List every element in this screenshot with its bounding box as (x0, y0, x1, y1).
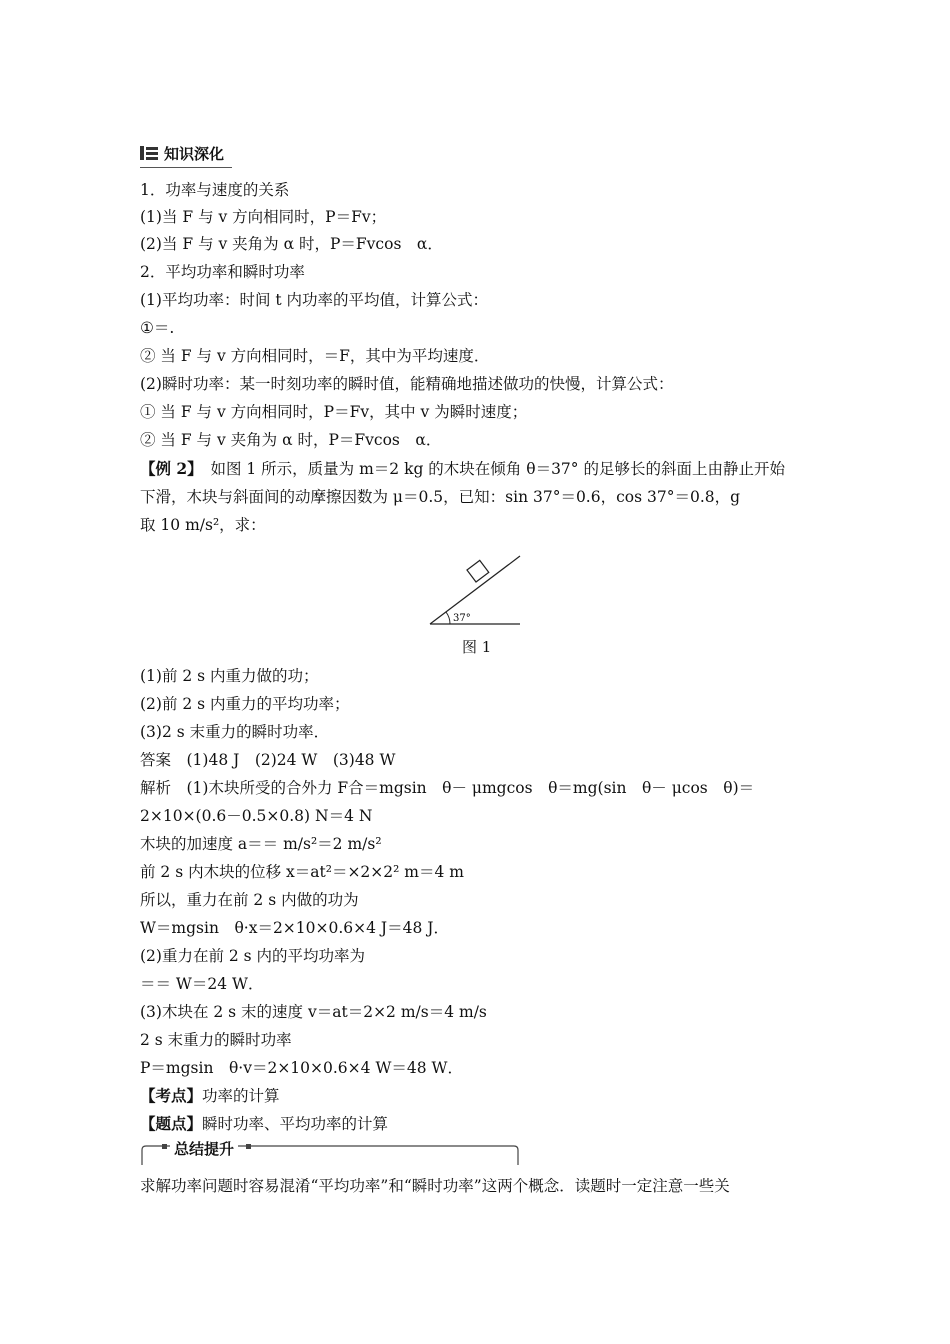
text-line: 1．功率与速度的关系 (140, 181, 290, 199)
summary-title: 总结提升 (170, 1138, 238, 1159)
example-line-1 (140, 459, 785, 479)
example-label: 【例 2】 (140, 459, 195, 478)
text-line: ② 当 F 与 v 方向相同时，＝F，其中为平均速度． (140, 347, 490, 365)
solution-line: ＝＝ W＝24 W． (140, 975, 264, 993)
block (467, 560, 489, 582)
text-line: ② 当 F 与 v 夹角为 α 时，P＝Fvcos α． (140, 431, 442, 449)
example-line-3: 取 10 m/s²，求： (140, 516, 266, 534)
angle-arc (446, 612, 450, 624)
question-line: (2)前 2 s 内重力的平均功率； (140, 695, 350, 713)
solution-line: 2×10×(0.6－0.5×0.8) N＝4 N (140, 807, 373, 825)
text-line: (1)平均功率：时间 t 内功率的平均值，计算公式： (140, 291, 489, 309)
question-line: (3)2 s 末重力的瞬时功率． (140, 723, 330, 741)
example-line-2: 下滑，木块与斜面间的动摩擦因数为 μ＝0.5，已知：sin 37°＝0.6，cos 37°＝0.8，g (140, 488, 741, 506)
text-line: 2．平均功率和瞬时功率 (140, 263, 305, 281)
text-line: (1)当 F 与 v 方向相同时，P＝Fv； (140, 208, 387, 226)
solution-line: (3)木块在 2 s 末的速度 v＝at＝2×2 m/s＝4 m/s (140, 1003, 487, 1021)
kaodian-line (140, 1086, 280, 1106)
question-line: (1)前 2 s 内重力做的功； (140, 667, 319, 685)
section-underline (140, 167, 232, 168)
text-line: ① 当 F 与 v 方向相同时，P＝Fv，其中 v 为瞬时速度； (140, 403, 528, 421)
section-list-icon (140, 146, 158, 160)
text-line: (2)当 F 与 v 夹角为 α 时，P＝Fvcos α． (140, 235, 443, 253)
tidian-label: 【题点】 (140, 1114, 203, 1133)
solution-line: P＝mgsin θ·v＝2×10×0.6×4 W＝48 W． (140, 1059, 463, 1077)
summary-text: 求解功率问题时容易混淆“平均功率”和“瞬时功率”这两个概念．读题时一定注意一些关 (140, 1177, 730, 1195)
solution-line: W＝mgsin θ·x＝2×10×0.6×4 J＝48 J． (140, 919, 450, 937)
tidian-line (140, 1114, 388, 1134)
solution-line: 所以，重力在前 2 s 内做的功为 (140, 891, 359, 909)
example-text: 如图 1 所示，质量为 m＝2 kg 的木块在倾角 θ＝37° 的足够长的斜面上由静止开始 (194, 460, 785, 478)
section-heading (140, 142, 224, 164)
text-line: (2)瞬时功率：某一时刻功率的瞬时值，能精确地描述做功的快慢，计算公式： (140, 375, 674, 393)
solution-line: 2 s 末重力的瞬时功率 (140, 1031, 292, 1049)
solution-line: (2)重力在前 2 s 内的平均功率为 (140, 947, 366, 965)
figure-caption: 图 1 (462, 638, 492, 656)
solution-line: 前 2 s 内木块的位移 x＝at²＝×2×2² m＝4 m (140, 863, 464, 881)
angle-label: 37° (453, 613, 471, 624)
section-title: 知识深化 (164, 144, 225, 163)
solution-line: 解析 (1)木块所受的合外力 F合＝mgsin θ－ μmgcos θ＝mg(sin θ－ μcos θ)＝ (140, 779, 755, 797)
answer-line: 答案 (1)48 J (2)24 W (3)48 W (140, 751, 396, 769)
text-line: ①＝. (140, 319, 175, 337)
solution-line: 木块的加速度 a＝＝ m/s²＝2 m/s² (140, 835, 382, 853)
tidian-text: 瞬时功率、平均功率的计算 (202, 1115, 389, 1133)
incline-figure (420, 548, 530, 630)
kaodian-label: 【考点】 (140, 1086, 203, 1105)
kaodian-text: 功率的计算 (202, 1087, 280, 1105)
